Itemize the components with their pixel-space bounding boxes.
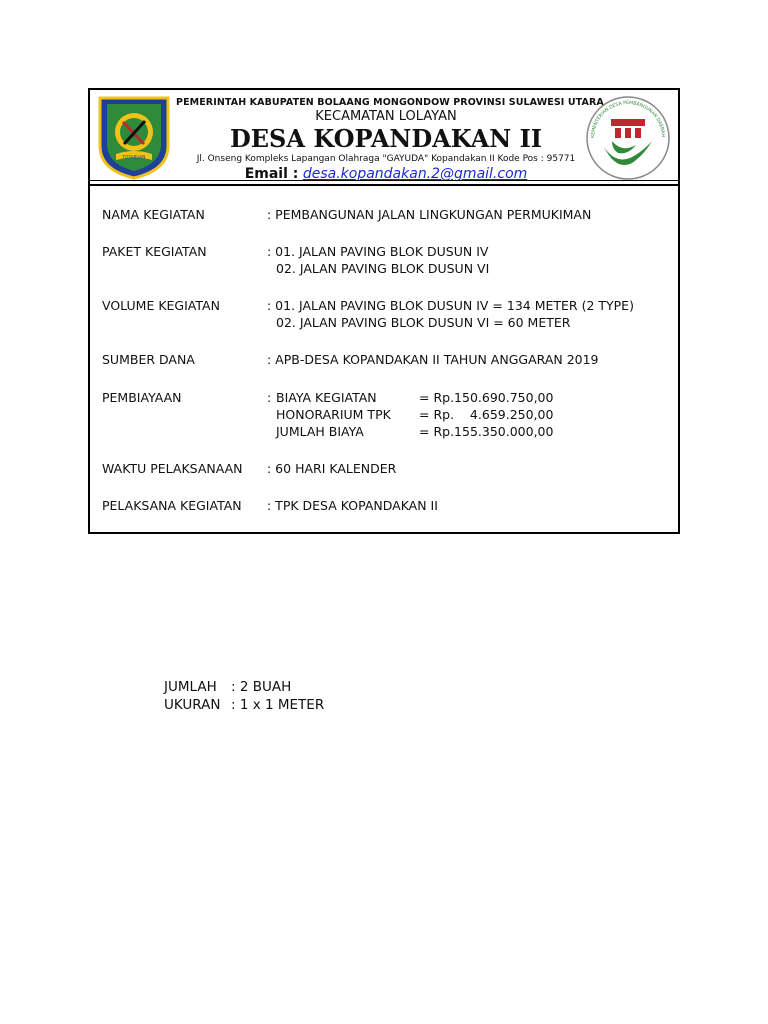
ukuran-value: : 1 x 1 METER [231,697,325,713]
jumlah-value: : 2 BUAH [231,679,292,695]
row-label: PELAKSANA KEGIATAN [102,498,242,513]
cost-name: BIAYA KEGIATAN [276,390,377,405]
row-label: NAMA KEGIATAN [102,207,205,222]
email-label: Email : [244,166,299,182]
row-label: PEMBIAYAAN [102,390,182,405]
cost-name: HONORARIUM TPK [276,407,391,422]
letterhead [90,90,678,186]
cost-line [267,423,553,440]
row-value-line: : 01. JALAN PAVING BLOK DUSUN IV [267,244,489,259]
village-address: Jl. Onseng Kompleks Lapangan Olahraga "GAYUDA" Kopandakan II Kode Pos : 95771 [196,154,576,164]
cost-amount: = Rp.155.350.000,00 [419,424,554,439]
regency-emblem-icon [96,94,172,180]
village-name: DESA KOPANDAKAN II [229,124,543,153]
row-label: VOLUME KEGIATAN [102,298,220,313]
row-label: WAKTU PELAKSANAAN [102,461,243,476]
cost-name: JUMLAH BIAYA [276,424,364,439]
ministry-logo-icon [582,95,674,181]
jumlah-label: JUMLAH [164,679,217,695]
ministry-ring-text: KEMENTERIAN DESA PEMBANGUNAN DAERAH [590,100,666,139]
cost-amount: = Rp.150.690.750,00 [419,390,554,405]
emblem-ribbon-text: TOTABUAN [122,154,146,160]
row-value-line: : 01. JALAN PAVING BLOK DUSUN IV = 134 METER (2 TYPE) [267,298,634,313]
project-signboard [88,88,680,534]
row-value: : TPK DESA KOPANDAKAN II [267,498,438,513]
row-label: PAKET KEGIATAN [102,244,207,259]
row-value-line: 02. JALAN PAVING BLOK DUSUN VI = 60 METER [276,315,571,330]
jumlah-line [164,678,291,696]
cost-line: :BIAYA KEGIATAN = Rp.150.690.750,00 [267,390,554,405]
kecamatan-name: KECAMATAN LOLAYAN [315,109,457,124]
email-link[interactable]: desa.kopandakan.2@gmail.com [302,166,528,182]
email-line [176,166,596,182]
ukuran-label: UKURAN [164,697,221,713]
row-value: : APB-DESA KOPANDAKAN II TAHUN ANGGARAN 2019 [267,352,599,367]
row-value: : PEMBANGUNAN JALAN LINGKUNGAN PERMUKIMAN [267,207,592,222]
row-label: SUMBER DANA [102,352,195,367]
government-line: PEMERINTAH KABUPATEN BOLAANG MONGONDOW PROVINSI SULAWESI UTARA [176,97,604,108]
row-value: : 60 HARI KALENDER [267,461,397,476]
cost-line [267,406,553,423]
ukuran-line [164,696,324,714]
cost-amount: = Rp. 4.659.250,00 [419,407,554,422]
row-value-line: 02. JALAN PAVING BLOK DUSUN VI [276,261,490,276]
